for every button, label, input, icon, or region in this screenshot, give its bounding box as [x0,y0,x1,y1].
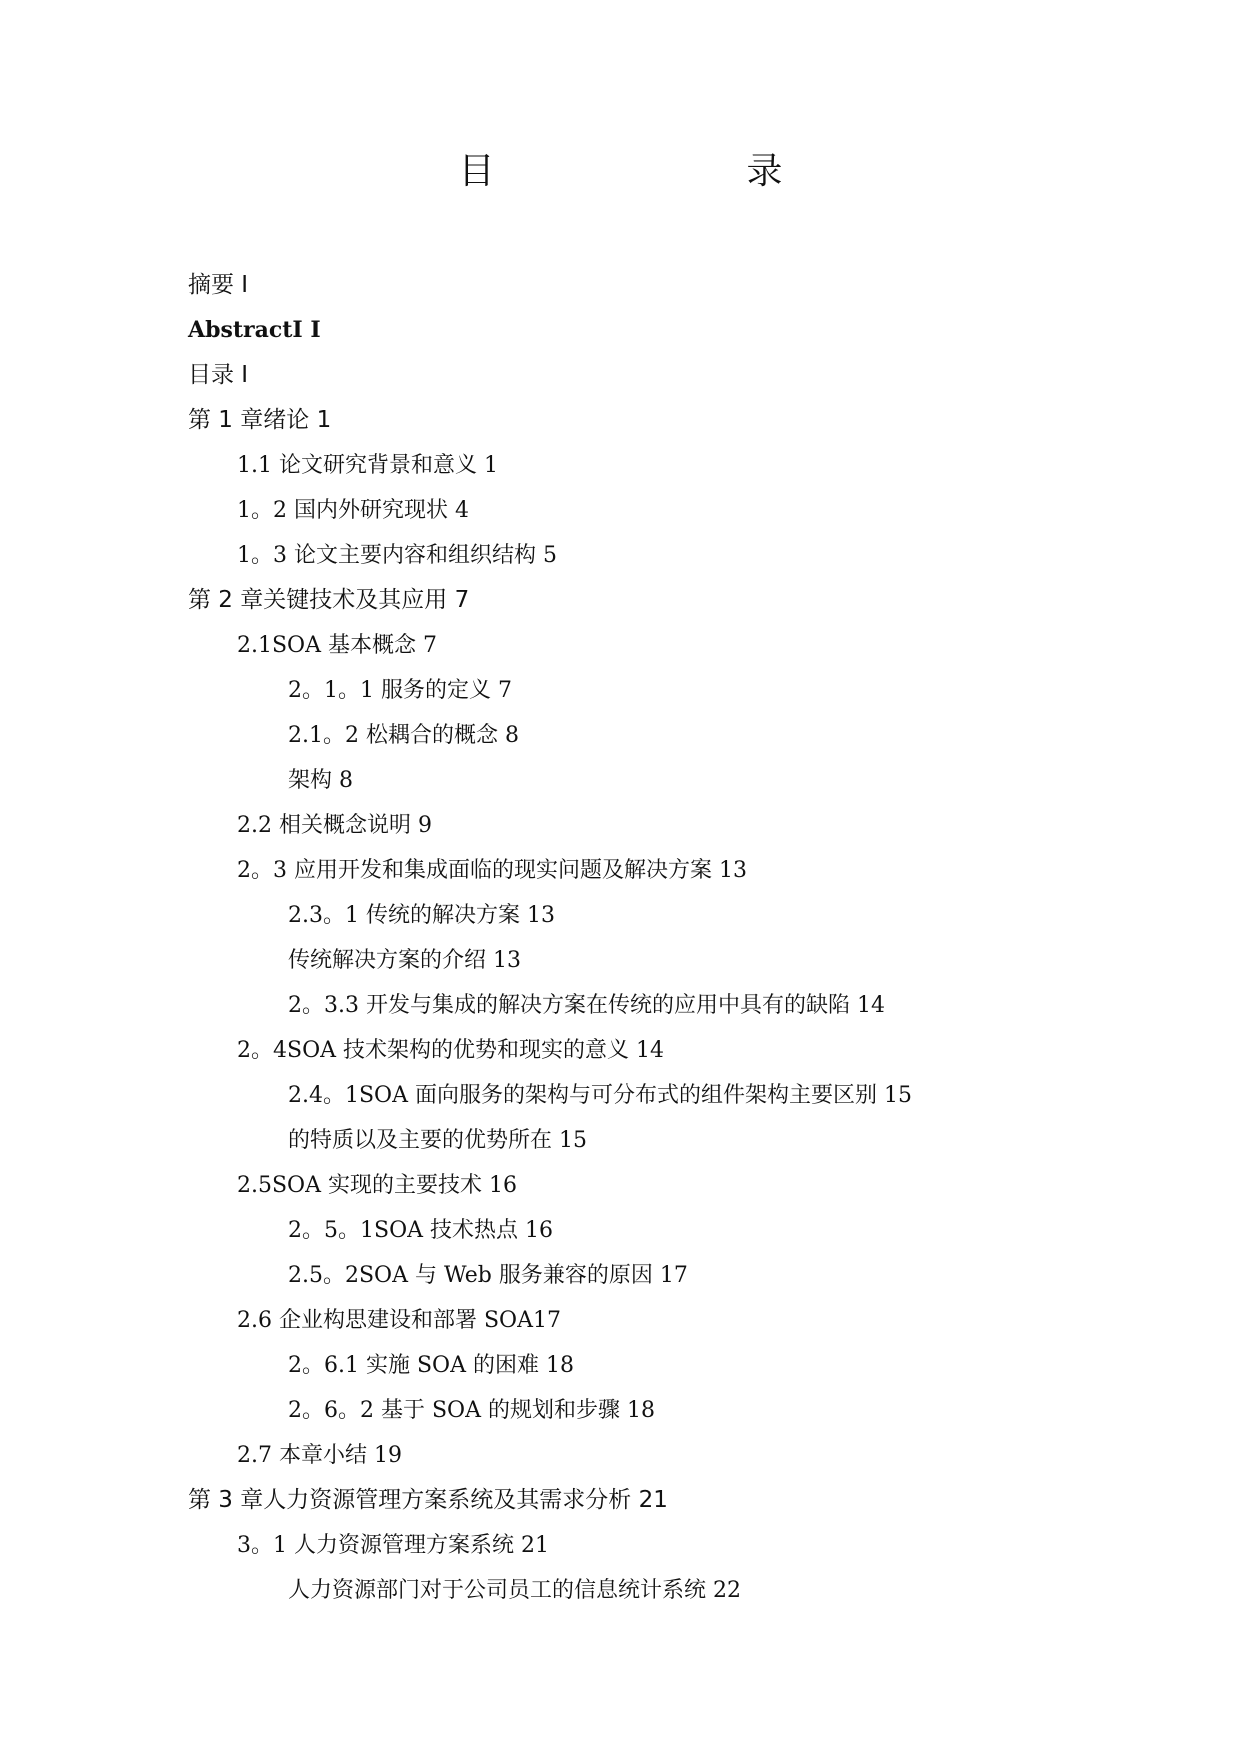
toc-entry[interactable]: AbstractI I [188,317,321,343]
toc-entry[interactable]: 1。2 国内外研究现状 4 [237,498,469,523]
toc-entry[interactable]: 2.5。2SOA 与 Web 服务兼容的原因 17 [288,1263,688,1288]
toc-entry[interactable]: 目录 I [188,362,249,388]
toc-entry[interactable]: 2。6。2 基于 SOA 的规划和步骤 18 [288,1398,655,1423]
toc-entry[interactable]: 摘要 I [188,272,249,298]
toc-entry[interactable]: 第 1 章绪论 1 [188,407,332,433]
toc-entry[interactable]: 第 3 章人力资源管理方案系统及其需求分析 21 [188,1487,668,1513]
toc-entry[interactable]: 人力资源部门对于公司员工的信息统计系统 22 [288,1578,741,1603]
toc-entry[interactable]: 2.4。1SOA 面向服务的架构与可分布式的组件架构主要区别 15 [288,1083,912,1108]
table-of-contents [188,263,1108,1613]
toc-entry[interactable]: 2.3。1 传统的解决方案 13 [288,903,555,928]
toc-entry[interactable]: 1。3 论文主要内容和组织结构 5 [237,543,557,568]
toc-entry[interactable]: 2。3.3 开发与集成的解决方案在传统的应用中具有的缺陷 14 [288,993,885,1018]
toc-entry[interactable]: 2.5SOA 实现的主要技术 16 [237,1173,517,1198]
toc-entry[interactable]: 2.1。2 松耦合的概念 8 [288,723,519,748]
toc-entry[interactable]: 2。1。1 服务的定义 7 [288,678,512,703]
toc-entry[interactable]: 2。4SOA 技术架构的优势和现实的意义 14 [237,1038,664,1063]
toc-entry[interactable]: 2.6 企业构思建设和部署 SOA17 [237,1308,561,1333]
toc-entry[interactable]: 2.7 本章小结 19 [237,1443,402,1468]
toc-entry[interactable]: 2.1SOA 基本概念 7 [237,633,437,658]
toc-entry[interactable]: 2。3 应用开发和集成面临的现实问题及解决方案 13 [237,858,747,883]
toc-entry[interactable]: 2。6.1 实施 SOA 的困难 18 [288,1353,574,1378]
toc-entry[interactable]: 架构 8 [288,768,353,793]
toc-entry[interactable]: 2。5。1SOA 技术热点 16 [288,1218,553,1243]
page-title: 目 录 [458,151,843,192]
toc-entry[interactable]: 的特质以及主要的优势所在 15 [288,1128,587,1153]
toc-entry[interactable]: 2.2 相关概念说明 9 [237,813,432,838]
toc-entry[interactable]: 3。1 人力资源管理方案系统 21 [237,1533,549,1558]
toc-entry[interactable]: 第 2 章关键技术及其应用 7 [188,587,470,613]
toc-entry[interactable]: 1.1 论文研究背景和意义 1 [237,453,498,478]
toc-entry[interactable]: 传统解决方案的介绍 13 [288,948,521,973]
